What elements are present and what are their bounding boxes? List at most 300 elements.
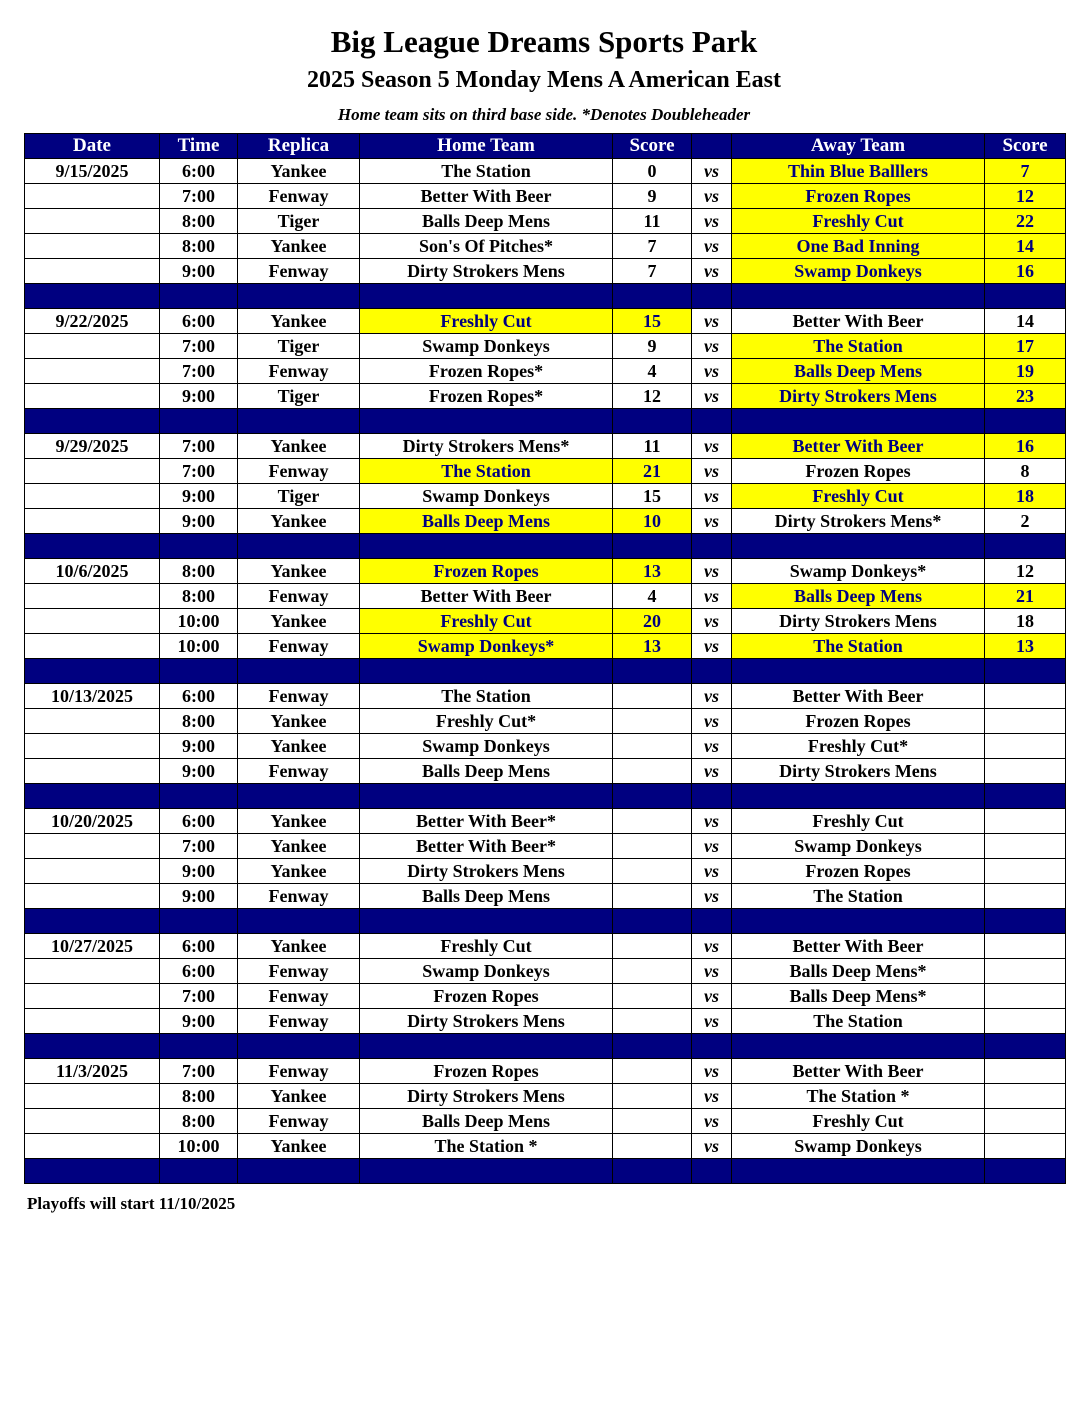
replica-cell: Fenway	[238, 759, 360, 784]
table-row	[25, 459, 1066, 484]
time-cell: 10:00	[160, 634, 238, 659]
away-team-cell: Freshly Cut	[732, 1109, 985, 1134]
away-score-cell: 18	[985, 609, 1066, 634]
vs-cell: vs	[692, 934, 732, 959]
away-team-cell: One Bad Inning	[732, 234, 985, 259]
away-score-cell	[985, 1134, 1066, 1159]
week-separator-row	[25, 659, 1066, 684]
away-team-cell: Dirty Strokers Mens*	[732, 509, 985, 534]
date-cell	[25, 734, 160, 759]
date-cell	[25, 834, 160, 859]
time-cell: 6:00	[160, 934, 238, 959]
separator-cell	[613, 659, 692, 684]
home-team-cell: Swamp Donkeys	[360, 334, 613, 359]
table-row	[25, 734, 1066, 759]
separator-cell	[613, 534, 692, 559]
home-score-cell: 11	[613, 434, 692, 459]
home-score-cell: 4	[613, 584, 692, 609]
table-row	[25, 334, 1066, 359]
away-team-cell: Freshly Cut	[732, 209, 985, 234]
date-cell: 9/15/2025	[25, 159, 160, 184]
time-cell: 8:00	[160, 234, 238, 259]
vs-cell: vs	[692, 1084, 732, 1109]
away-team-cell: Freshly Cut*	[732, 734, 985, 759]
home-team-cell: The Station *	[360, 1134, 613, 1159]
col-header-away-score: Score	[985, 134, 1066, 159]
home-score-cell: 13	[613, 634, 692, 659]
date-cell: 10/6/2025	[25, 559, 160, 584]
time-cell: 7:00	[160, 984, 238, 1009]
away-team-cell: Balls Deep Mens*	[732, 984, 985, 1009]
table-row	[25, 834, 1066, 859]
replica-cell: Yankee	[238, 309, 360, 334]
separator-cell	[985, 284, 1066, 309]
separator-cell	[732, 284, 985, 309]
table-row	[25, 1134, 1066, 1159]
vs-cell: vs	[692, 734, 732, 759]
replica-cell: Tiger	[238, 384, 360, 409]
replica-cell: Fenway	[238, 259, 360, 284]
time-cell: 6:00	[160, 684, 238, 709]
replica-cell: Yankee	[238, 234, 360, 259]
replica-cell: Yankee	[238, 1134, 360, 1159]
vs-cell: vs	[692, 359, 732, 384]
table-row	[25, 709, 1066, 734]
table-row	[25, 1109, 1066, 1134]
separator-cell	[160, 284, 238, 309]
replica-cell: Yankee	[238, 609, 360, 634]
separator-cell	[692, 1034, 732, 1059]
date-cell	[25, 1009, 160, 1034]
home-team-cell: Frozen Ropes	[360, 559, 613, 584]
home-team-cell: Freshly Cut*	[360, 709, 613, 734]
separator-cell	[360, 784, 613, 809]
table-row	[25, 209, 1066, 234]
replica-cell: Yankee	[238, 859, 360, 884]
vs-cell: vs	[692, 759, 732, 784]
replica-cell: Fenway	[238, 584, 360, 609]
home-score-cell: 15	[613, 484, 692, 509]
separator-cell	[160, 1159, 238, 1184]
away-score-cell	[985, 1109, 1066, 1134]
home-score-cell: 9	[613, 184, 692, 209]
separator-cell	[613, 1159, 692, 1184]
home-team-cell: Dirty Strokers Mens	[360, 859, 613, 884]
schedule-table	[24, 133, 1066, 1184]
date-cell	[25, 359, 160, 384]
home-team-cell: Frozen Ropes	[360, 984, 613, 1009]
home-score-cell	[613, 1059, 692, 1084]
table-row	[25, 509, 1066, 534]
away-score-cell: 21	[985, 584, 1066, 609]
away-team-cell: Dirty Strokers Mens	[732, 609, 985, 634]
home-team-cell: Better With Beer*	[360, 834, 613, 859]
home-score-cell	[613, 759, 692, 784]
time-cell: 9:00	[160, 1009, 238, 1034]
vs-cell: vs	[692, 334, 732, 359]
vs-cell: vs	[692, 184, 732, 209]
table-row	[25, 434, 1066, 459]
separator-cell	[160, 534, 238, 559]
away-team-cell: Swamp Donkeys	[732, 259, 985, 284]
away-team-cell: Better With Beer	[732, 934, 985, 959]
time-cell: 9:00	[160, 384, 238, 409]
col-header-home-team: Home Team	[360, 134, 613, 159]
home-score-cell	[613, 809, 692, 834]
away-team-cell: Dirty Strokers Mens	[732, 759, 985, 784]
time-cell: 8:00	[160, 1109, 238, 1134]
vs-cell: vs	[692, 509, 732, 534]
separator-cell	[160, 784, 238, 809]
date-cell: 10/27/2025	[25, 934, 160, 959]
vs-cell: vs	[692, 1109, 732, 1134]
home-team-cell: Frozen Ropes*	[360, 359, 613, 384]
home-team-cell: Dirty Strokers Mens	[360, 259, 613, 284]
replica-cell: Yankee	[238, 809, 360, 834]
away-team-cell: Freshly Cut	[732, 809, 985, 834]
away-team-cell: Balls Deep Mens	[732, 359, 985, 384]
table-row	[25, 559, 1066, 584]
home-team-cell: Balls Deep Mens	[360, 884, 613, 909]
home-score-cell: 10	[613, 509, 692, 534]
home-team-cell: Dirty Strokers Mens	[360, 1009, 613, 1034]
date-cell	[25, 384, 160, 409]
away-team-cell: Better With Beer	[732, 684, 985, 709]
home-score-cell	[613, 959, 692, 984]
separator-cell	[732, 909, 985, 934]
date-cell	[25, 1109, 160, 1134]
separator-cell	[692, 784, 732, 809]
away-score-cell: 23	[985, 384, 1066, 409]
col-header-home-score: Score	[613, 134, 692, 159]
home-score-cell: 20	[613, 609, 692, 634]
time-cell: 6:00	[160, 959, 238, 984]
vs-cell: vs	[692, 984, 732, 1009]
separator-cell	[25, 409, 160, 434]
date-cell: 9/22/2025	[25, 309, 160, 334]
separator-cell	[25, 534, 160, 559]
time-cell: 9:00	[160, 259, 238, 284]
separator-cell	[160, 909, 238, 934]
date-cell	[25, 634, 160, 659]
vs-cell: vs	[692, 434, 732, 459]
home-team-cell: Balls Deep Mens	[360, 759, 613, 784]
away-score-cell	[985, 884, 1066, 909]
separator-cell	[25, 284, 160, 309]
separator-cell	[732, 409, 985, 434]
home-score-cell: 21	[613, 459, 692, 484]
vs-cell: vs	[692, 234, 732, 259]
home-team-cell: Balls Deep Mens	[360, 209, 613, 234]
replica-cell: Fenway	[238, 1009, 360, 1034]
home-team-cell: Dirty Strokers Mens	[360, 1084, 613, 1109]
page-title: Big League Dreams Sports Park	[330, 24, 758, 59]
away-team-cell: The Station	[732, 334, 985, 359]
home-team-cell: The Station	[360, 684, 613, 709]
away-team-cell: Freshly Cut	[732, 484, 985, 509]
date-cell	[25, 259, 160, 284]
separator-cell	[160, 409, 238, 434]
col-header-away-team: Away Team	[732, 134, 985, 159]
vs-cell: vs	[692, 559, 732, 584]
replica-cell: Yankee	[238, 934, 360, 959]
table-row	[25, 1084, 1066, 1109]
replica-cell: Yankee	[238, 734, 360, 759]
home-team-cell: The Station	[360, 159, 613, 184]
vs-cell: vs	[692, 484, 732, 509]
date-cell	[25, 609, 160, 634]
separator-cell	[238, 284, 360, 309]
away-team-cell: The Station	[732, 634, 985, 659]
home-team-cell: Better With Beer	[360, 184, 613, 209]
doubleheader-note: Home team sits on third base side. *Denotes Doubleheader	[337, 105, 751, 124]
home-score-cell	[613, 709, 692, 734]
home-score-cell: 4	[613, 359, 692, 384]
separator-cell	[160, 659, 238, 684]
date-cell	[25, 334, 160, 359]
away-team-cell: The Station *	[732, 1084, 985, 1109]
home-team-cell: Swamp Donkeys	[360, 959, 613, 984]
separator-cell	[692, 284, 732, 309]
date-cell	[25, 884, 160, 909]
away-team-cell: Swamp Donkeys*	[732, 559, 985, 584]
away-score-cell: 18	[985, 484, 1066, 509]
home-score-cell: 9	[613, 334, 692, 359]
table-row	[25, 884, 1066, 909]
separator-cell	[238, 909, 360, 934]
away-team-cell: Frozen Ropes	[732, 459, 985, 484]
separator-cell	[985, 1159, 1066, 1184]
separator-cell	[985, 1034, 1066, 1059]
date-cell	[25, 459, 160, 484]
home-team-cell: Swamp Donkeys*	[360, 634, 613, 659]
date-cell: 10/20/2025	[25, 809, 160, 834]
away-score-cell: 17	[985, 334, 1066, 359]
separator-cell	[692, 409, 732, 434]
replica-cell: Tiger	[238, 209, 360, 234]
away-team-cell: Better With Beer	[732, 434, 985, 459]
date-cell	[25, 484, 160, 509]
time-cell: 9:00	[160, 734, 238, 759]
away-score-cell: 14	[985, 309, 1066, 334]
vs-cell: vs	[692, 309, 732, 334]
away-score-cell: 19	[985, 359, 1066, 384]
separator-cell	[360, 659, 613, 684]
away-team-cell: Balls Deep Mens	[732, 584, 985, 609]
week-separator-row	[25, 1034, 1066, 1059]
home-score-cell	[613, 884, 692, 909]
date-cell	[25, 859, 160, 884]
replica-cell: Yankee	[238, 834, 360, 859]
vs-cell: vs	[692, 609, 732, 634]
separator-cell	[613, 284, 692, 309]
table-row	[25, 1009, 1066, 1034]
page-subtitle: 2025 Season 5 Monday Mens A American East	[306, 67, 782, 93]
home-team-cell: Son's Of Pitches*	[360, 234, 613, 259]
home-team-cell: Balls Deep Mens	[360, 509, 613, 534]
date-cell	[25, 709, 160, 734]
time-cell: 9:00	[160, 884, 238, 909]
replica-cell: Yankee	[238, 159, 360, 184]
time-cell: 8:00	[160, 1084, 238, 1109]
table-row	[25, 959, 1066, 984]
away-score-cell	[985, 1009, 1066, 1034]
away-score-cell: 12	[985, 184, 1066, 209]
separator-cell	[360, 909, 613, 934]
home-score-cell	[613, 684, 692, 709]
replica-cell: Tiger	[238, 484, 360, 509]
home-score-cell	[613, 734, 692, 759]
vs-cell: vs	[692, 1059, 732, 1084]
time-cell: 7:00	[160, 1059, 238, 1084]
vs-cell: vs	[692, 884, 732, 909]
home-team-cell: Better With Beer*	[360, 809, 613, 834]
date-cell	[25, 234, 160, 259]
separator-cell	[732, 659, 985, 684]
away-score-cell	[985, 859, 1066, 884]
week-separator-row	[25, 284, 1066, 309]
away-score-cell: 16	[985, 259, 1066, 284]
away-team-cell: Balls Deep Mens*	[732, 959, 985, 984]
replica-cell: Tiger	[238, 334, 360, 359]
separator-cell	[360, 1034, 613, 1059]
away-score-cell	[985, 934, 1066, 959]
replica-cell: Fenway	[238, 884, 360, 909]
separator-cell	[25, 784, 160, 809]
separator-cell	[238, 1034, 360, 1059]
vs-cell: vs	[692, 709, 732, 734]
away-team-cell: Thin Blue Balllers	[732, 159, 985, 184]
time-cell: 7:00	[160, 334, 238, 359]
vs-cell: vs	[692, 684, 732, 709]
separator-cell	[360, 534, 613, 559]
home-score-cell: 7	[613, 259, 692, 284]
replica-cell: Fenway	[238, 184, 360, 209]
separator-cell	[985, 784, 1066, 809]
table-row	[25, 934, 1066, 959]
away-score-cell: 16	[985, 434, 1066, 459]
home-team-cell: The Station	[360, 459, 613, 484]
table-row	[25, 859, 1066, 884]
table-row	[25, 609, 1066, 634]
replica-cell: Fenway	[238, 684, 360, 709]
away-score-cell	[985, 709, 1066, 734]
replica-cell: Fenway	[238, 1109, 360, 1134]
time-cell: 7:00	[160, 834, 238, 859]
away-score-cell	[985, 959, 1066, 984]
header-row	[25, 134, 1066, 159]
table-row	[25, 809, 1066, 834]
away-score-cell: 22	[985, 209, 1066, 234]
date-cell	[25, 1134, 160, 1159]
away-score-cell: 7	[985, 159, 1066, 184]
vs-cell: vs	[692, 634, 732, 659]
vs-cell: vs	[692, 834, 732, 859]
away-score-cell: 2	[985, 509, 1066, 534]
home-team-cell: Freshly Cut	[360, 934, 613, 959]
separator-cell	[238, 659, 360, 684]
home-score-cell: 11	[613, 209, 692, 234]
home-team-cell: Frozen Ropes*	[360, 384, 613, 409]
home-team-cell: Frozen Ropes	[360, 1059, 613, 1084]
away-score-cell: 8	[985, 459, 1066, 484]
time-cell: 10:00	[160, 609, 238, 634]
replica-cell: Fenway	[238, 359, 360, 384]
home-score-cell	[613, 859, 692, 884]
away-team-cell: Dirty Strokers Mens	[732, 384, 985, 409]
table-row	[25, 584, 1066, 609]
home-score-cell	[613, 834, 692, 859]
vs-cell: vs	[692, 809, 732, 834]
date-cell: 10/13/2025	[25, 684, 160, 709]
week-separator-row	[25, 534, 1066, 559]
separator-cell	[160, 1034, 238, 1059]
table-row	[25, 484, 1066, 509]
table-row	[25, 984, 1066, 1009]
table-row	[25, 184, 1066, 209]
home-score-cell: 7	[613, 234, 692, 259]
home-score-cell: 0	[613, 159, 692, 184]
home-team-cell: Swamp Donkeys	[360, 734, 613, 759]
time-cell: 8:00	[160, 709, 238, 734]
separator-cell	[25, 909, 160, 934]
table-row	[25, 359, 1066, 384]
separator-cell	[985, 409, 1066, 434]
time-cell: 6:00	[160, 309, 238, 334]
vs-cell: vs	[692, 209, 732, 234]
col-header-vs	[692, 134, 732, 159]
vs-cell: vs	[692, 259, 732, 284]
table-row	[25, 1059, 1066, 1084]
replica-cell: Yankee	[238, 509, 360, 534]
date-cell: 11/3/2025	[25, 1059, 160, 1084]
separator-cell	[613, 1034, 692, 1059]
vs-cell: vs	[692, 959, 732, 984]
time-cell: 6:00	[160, 809, 238, 834]
table-row	[25, 309, 1066, 334]
separator-cell	[238, 534, 360, 559]
replica-cell: Fenway	[238, 1059, 360, 1084]
separator-cell	[732, 1034, 985, 1059]
date-cell	[25, 959, 160, 984]
time-cell: 7:00	[160, 459, 238, 484]
vs-cell: vs	[692, 584, 732, 609]
table-row	[25, 759, 1066, 784]
home-score-cell	[613, 984, 692, 1009]
away-score-cell	[985, 984, 1066, 1009]
week-separator-row	[25, 1159, 1066, 1184]
separator-cell	[692, 659, 732, 684]
time-cell: 7:00	[160, 359, 238, 384]
date-cell	[25, 509, 160, 534]
vs-cell: vs	[692, 459, 732, 484]
separator-cell	[238, 784, 360, 809]
replica-cell: Yankee	[238, 1084, 360, 1109]
home-score-cell	[613, 1009, 692, 1034]
away-team-cell: Frozen Ropes	[732, 709, 985, 734]
home-score-cell	[613, 934, 692, 959]
separator-cell	[985, 659, 1066, 684]
separator-cell	[613, 409, 692, 434]
separator-cell	[238, 409, 360, 434]
away-score-cell: 13	[985, 634, 1066, 659]
vs-cell: vs	[692, 384, 732, 409]
replica-cell: Fenway	[238, 959, 360, 984]
separator-cell	[985, 534, 1066, 559]
time-cell: 8:00	[160, 584, 238, 609]
vs-cell: vs	[692, 1134, 732, 1159]
separator-cell	[692, 534, 732, 559]
